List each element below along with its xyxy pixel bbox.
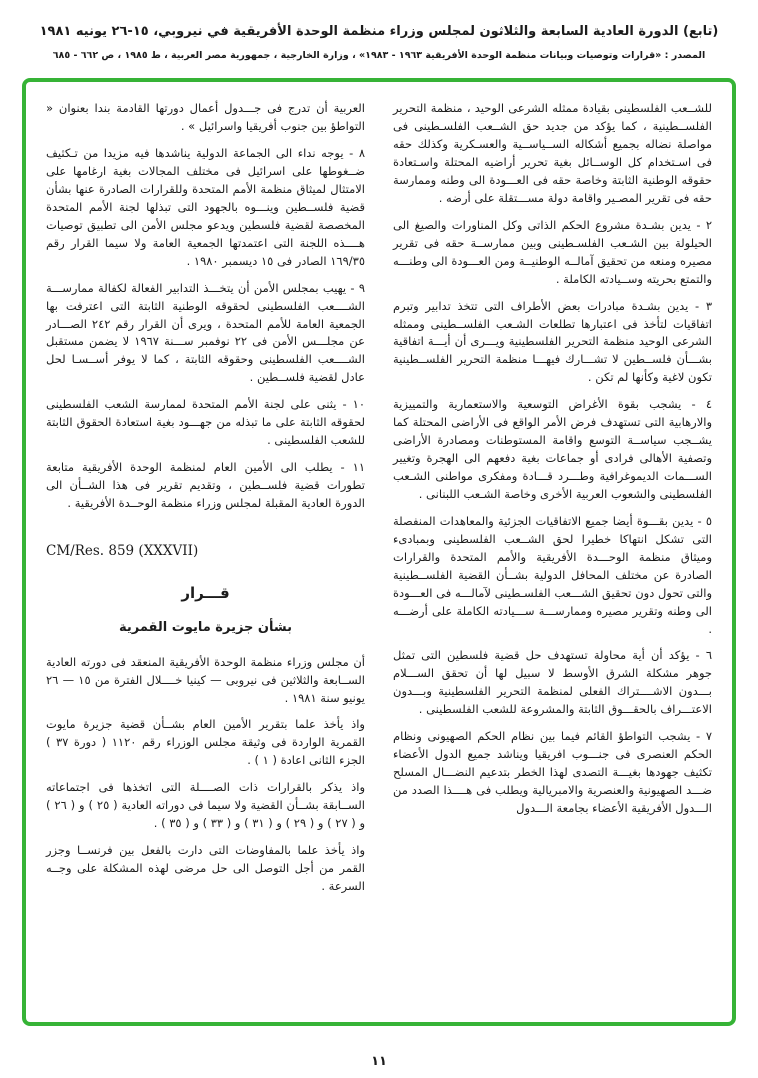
resolution-paragraph: ٦ - يؤكد أن أية محاولة تستهدف حل قضية فلسطين التى تمثل جوهر مشكلة الشرق الأوسط لا سبيل لها أن تحقق الســـلام بـــدون الاشــــتراك الفعلى لمنظمة التحرير الفلسطينية وبـــدون الاعتـــراف بالحقـــوق الثابتة والمشروعة للشعب الفلسطينى . [393, 648, 712, 717]
document-title: (تابع) الدورة العادية السابعة والثلاثون لمجلس وزراء منظمة الوحدة الأفريقية في نيروبي، ١٥-٢٦ يونيه ١٩٨١ [39, 24, 719, 39]
resolution-paragraph: العربية أن تدرج فى جـــدول أعمال دورتها القادمة بندا بعنوان « التواطؤ بين جنوب أفريقيا واسرائيل » . [46, 101, 365, 134]
document-source-line: المصدر : «قرارات وتوصيات وبيانات منظمة الوحدة الأفريقية ١٩٦٣ - ١٩٨٣» ، وزارة الخارجية ، جمهورية مصر العربية ، ط ١٩٨٥ ، ص ٦٦٢ - ٦٨٥ [52, 49, 706, 61]
resolution-title: قـــرار [181, 583, 230, 602]
left-column [46, 100, 365, 1010]
resolution-paragraph: ٩ - يهيب بمجلس الأمن أن يتخـــذ التدابير الفعالة لكفالة ممارســـة الشــــعب الفلسطينى لحقوقه الوطنية الثابتة التى اعترفت بها الجمعية العامة للأمم المتحدة ، ويرى أن القرار رقم ٢٤٢ الصـــادر عن مجلـــس الأمن فى ٢٢ نوفمبر ســـنة ١٩٦٧ لا يضمن مستقبل الشــــعب الفلسطينى وحقوقه الثابتة ، كما لا يوفر أســسـا لحل عادل لقضية فلســطين . [46, 280, 365, 385]
resolution-subtitle: بشأن جزيرة مايوت القمرية [118, 620, 293, 636]
resolution-paragraph: للشــعب الفلسطينى بقيادة ممثله الشرعى الوحيد ، منظمة التحرير الفلســطينية ، كما يؤكد من جديد حق الشــعب الفلسـطينى فى مواصلة نضاله بجميع أشكاله الســياســية والعسـكرية وكذلك حقه فى اسـتخدام كل الوســائل بغية تحرير أراضيه المحتلة واسـتعادة حقوقه الوطنية الثابتة وخاصة حقه فى العـــودة الى وطنه وممارسة حقه فى تقرير المصـير واقامة دولة مســـتقلة على أرضه . [393, 101, 712, 205]
resolution-paragraph: واذ يأخذ علما بالمفاوضات التى دارت بالفعل بين فرنســا وجزر القمر من أجل التوصل الى حل مرضى لهذه المشكلة على وجــه السرعة . [46, 843, 365, 893]
resolution-paragraph: ١١ - يطلب الى الأمين العام لمنظمة الوحدة الأفريقية متابعة تطورات قضية فلســطين ، وتقديم تقرير فى هذا الشــأن الى الدورة العادية المقبلة لمجلس وزراء منظمة الوحــدة الأفريقية . [46, 460, 365, 510]
green-content-frame [22, 78, 736, 1026]
resolution-paragraph: ٥ - يدين بقـــوة أيضا جميع الاتفاقيات الجزئية والمعاهدات المنفصلة التى تشكل انتهاكا خطيرا لحق الشــعب الفلسطينى وبمبادىء وميثاق منظمة الوحـــدة الأفريقية والأمم المتحدة والقرارات الصادرة عن مختلف المحافل الدولية بشــأن القضية الفلســطينية والتى تحول دون تحقيق الشـــعب الفلسـطينى لآمالـــه فى العـــودة الى وطنه وتقرير مصيره وممارســـة ســـيادته الكاملة على أرضـــه . [393, 513, 712, 636]
resolution-paragraph: أن مجلس وزراء منظمة الوحدة الأفريقية المنعقد فى دورته العادية الســابعة والثلاثين فى نيروبى — كينيا خــــلال الفترة من ١٥ — ٢٦ يونيو سنة ١٩٨١ . [46, 654, 365, 705]
right-column [393, 100, 712, 1010]
resolution-paragraph: ٧ - يشجب التواطؤ القائم فيما بين نظام الحكم الصهيونى ونظام الحكم العنصرى فى جنـــوب افريقيا ويناشد جميع الدول الأعضاء تكثيف جهودها بغيـــة التصدى لهذا الخطر بتدعيم النضـــال المسلح ضـــد الصهيونية والعنصرية والامبريالية ويطلب فى هــــذا الصدد من الـــدول الأفريقية الأعضاء بجامعة الـــدول [393, 729, 712, 815]
resolution-paragraph: ٣ - يدين بشـدة مبادرات بعض الأطراف التى تتخذ تدابير وتبرم اتفاقيات لتأخذ فى اعتبارها تطلعات الشـعب الفلســطينى وممثله الشرعى الوحيد منظمة التحرير الفلسطينية ويـــرى أن أيـــة اتفاقية بشـــأن فلســطين لا تشـــارك فيهـــا منظمة التحرير الفلســطينية تكون لاغية وكأنها لم تكن . [393, 298, 712, 385]
resolution-paragraph: واذ يذكر بالقرارات ذات الصــــلة التى اتخذها فى اجتماعاته الســابقة بشــأن القضية ولا سيما فى دوراته العادية ( ٢٥ ) و ( ٢٦ ) و ( ٢٧ ) و ( ٢٩ ) و ( ٣١ ) و ( ٣٣ ) و ( ٣٥ ) . [46, 780, 365, 831]
resolution-paragraph: ١٠ - يثنى على لجنة الأمم المتحدة لممارسة الشعب الفلسطينى لحقوقه الثابتة على ما تبذله من جهـــود بغية استعادة الحقوق الثابتة للشعب الفلسطينى . [46, 397, 365, 448]
resolution-paragraph: ٤ - يشجب بقوة الأغراض التوسعية والاستعمارية والتمييزية والارهابية التى تستهدف فرض الأمر الواقع فى الأراضى المحتلة كما يشــجب سياســة التوسع واقامة المستوطنات ومصادرة الأراضى وتصفية الأهالى فرادى أو جماعات بغية دفعهم الى الهجرة وتغيير الســـمات الديموغرافية وطـــرد قـــادة ومفكرى مواطنى الشـعب الفلسطينى والشعوب العربية الأخرى وخاصة الشـعب اللبنانى . [393, 397, 712, 501]
page-number: ١١ [371, 1054, 387, 1069]
resolution-paragraph: ٨ - يوجه نداء الى الجماعة الدولية يناشدها فيه مزيدا من تـكثيف ضــغوطها على اسرائيل فى مختلف المجالات بغية ارغامها على الامتثال لميثاق منظمة الأمم المتحدة وللقرارات الصادرة عنها بشأن قضية فلســطين وينـــوه بالجهود التى تبذلها لجنة الأمم المتحدة المخصصة لقضية فلسطين ويدعو مجلس الأمن الى تطبيق توصيات هــــذه اللجنة التى اعتمدتها الجمعية العامة ولا سيما القرار رقم ١٦٩/٣٥ الصادر فى ١٥ ديسمبر ١٩٨٠ . [46, 146, 365, 268]
resolution-paragraph: واذ يأخذ علما بتقرير الأمين العام بشــأن قضية جزيرة مايوت القمرية الواردة فى وثيقة مجلس الوزراء رقم ١١٢٠ ( دورة ٣٧ ) الجزء الثانى اعادة ( ١ ) . [46, 717, 365, 768]
page-header [0, 24, 758, 62]
resolution-number: CM/Res. 859 (XXXVII) [46, 542, 199, 559]
resolution-paragraph: ٢ - يدين بشـدة مشروع الحكم الذاتى وكل المناورات والصيغ الى الحيلولة بين الشـعب الفلسـطينى وبين ممارســة حقه فى تقرير مصيره ومنعه من تحقيق آمالــه الوطنيــة ومن العـــودة الى وطنـــه والتمتع بحريته وســيادته الكاملة . [393, 217, 712, 286]
